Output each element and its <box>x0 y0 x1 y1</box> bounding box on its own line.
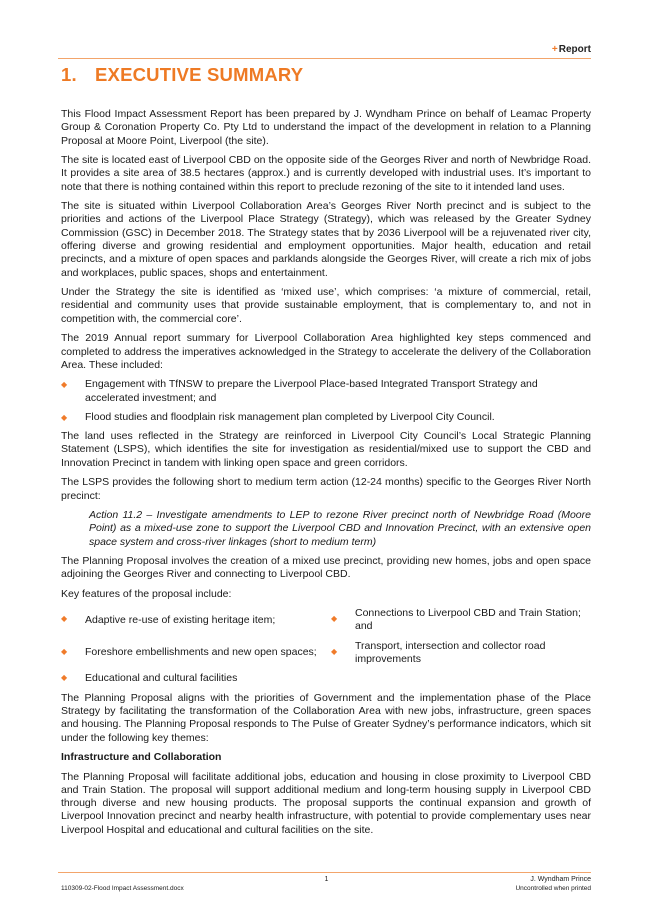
bullet-icon: ◆ <box>61 673 68 683</box>
bullet-icon: ◆ <box>331 647 338 657</box>
document-body <box>61 108 591 843</box>
plus-mark: + <box>551 44 558 55</box>
feature-item <box>61 607 331 634</box>
paragraph: The site is located east of Liverpool CBD on the opposite side of the Georges River and north of Newbridge Road. It provides a site area of 38.5 hectares (approx.) and is currently developed with industrial uses. It’s important to note that there is nothing contained within this report to preclude rezoning of the site to it intended land uses. <box>61 154 591 193</box>
section-title <box>61 64 303 86</box>
action-quote: Action 11.2 – Investigate amendments to LEP to rezone River precinct north of Newbridge Road (Moore Point) as a mixed-use zone to support the Liverpool CBD and Innovation Precinct, with an extensive open space system and cross-river linkages (short to medium term) <box>89 509 591 548</box>
bullet-icon: ◆ <box>61 412 68 422</box>
feature-item <box>331 607 591 634</box>
steps-list <box>61 378 591 424</box>
feature-text: Foreshore embellishments and new open spaces; <box>85 646 317 659</box>
paragraph: This Flood Impact Assessment Report has been prepared by J. Wyndham Prince on behalf of Leamac Property Group & Coronation Property Co. Pty Ltd to understand the impact of the development in relation to a Planning Proposal at Moore Point, Liverpool (the site). <box>61 108 591 147</box>
list-item <box>61 411 591 424</box>
bullet-icon: ◆ <box>61 614 68 624</box>
subheading: Infrastructure and Collaboration <box>61 751 222 764</box>
bullet-icon: ◆ <box>61 380 68 390</box>
feature-text: Transport, intersection and collector road improvements <box>355 639 546 666</box>
page-number: 1 <box>324 876 329 883</box>
report-label: Report <box>558 44 591 55</box>
footer-company: J. Wyndham Prince <box>530 876 591 883</box>
list-item-text: Flood studies and floodplain risk management plan completed by Liverpool City Council. <box>85 410 495 423</box>
feature-item <box>331 640 591 667</box>
header-rule <box>58 58 591 59</box>
footer-uncontrolled: Uncontrolled when printed <box>515 885 591 892</box>
paragraph: Key features of the proposal include: <box>61 587 232 600</box>
feature-text: Adaptive re-use of existing heritage item; <box>85 613 276 626</box>
paragraph: Under the Strategy the site is identified as ‘mixed use’, which comprises: ‘a mixture of commercial, retail, residential and community uses that provide sustainable employment, that is complementary to, and not in competition with, the commercial core’. <box>61 286 591 325</box>
paragraph: The site is situated within Liverpool Collaboration Area’s Georges River North precinct and is subject to the priorities and actions of the Liverpool Place Strategy (Strategy), which was released by the Greater Sydney Commission (GSC) in December 2018. The Strategy states that by 2036 Liverpool will be a rejuvenated river city, offering diverse and growing residential and employment opportunities. Major health, education and retail precincts, and a mixture of open spaces and parklands alongside the Georges River, will create a rich mix of jobs and workplaces, public spaces, shops and entertainment. <box>61 200 591 279</box>
bullet-icon: ◆ <box>331 614 338 624</box>
feature-text: Connections to Liverpool CBD and Train Station; and <box>355 607 581 633</box>
paragraph: The 2019 Annual report summary for Liverpool Collaboration Area highlighted key steps commenced and completed to address the imperatives acknowledged in the Strategy to accelerate the delivery of the Collaboration Area. These included: <box>61 332 591 371</box>
footer-rule <box>58 872 591 873</box>
list-item <box>61 378 591 405</box>
feature-text: Educational and cultural facilities <box>85 672 238 685</box>
section-title-text: EXECUTIVE SUMMARY <box>95 64 304 85</box>
feature-item <box>61 672 331 685</box>
paragraph: The Planning Proposal will facilitate additional jobs, education and housing in close proximity to Liverpool CBD and Train Station. The proposal will support additional medium and long-term housing supply in Liverpool CBD through diverse and new housing products. The proposal supports the continual expansion and growth of Liverpool Innovation precinct and nearby health infrastructure, with potential to provide complementary uses near Liverpool Hospital and educational and cultural facilities on the site. <box>61 770 591 836</box>
feature-item <box>61 640 331 667</box>
report-header <box>552 44 591 55</box>
paragraph: The Planning Proposal involves the creation of a mixed use precinct, providing new homes, jobs and open space adjoining the Georges River and connecting to Liverpool CBD. <box>61 554 591 581</box>
paragraph: The land uses reflected in the Strategy are reinforced in Liverpool City Council’s Local Strategic Planning Statement (LSPS), which identifies the site for investigation as residential/mixed use to support the CBD and Innovation Precinct in tandem with linking open space and green corridors. <box>61 430 591 469</box>
footer-filename: 110309-02-Flood Impact Assessment.docx <box>61 885 184 892</box>
list-item-text: Engagement with TfNSW to prepare the Liverpool Place-based Integrated Transport Strategy and accelerated investment; and <box>85 378 538 404</box>
features-list <box>61 607 591 685</box>
bullet-icon: ◆ <box>61 647 68 657</box>
section-number: 1. <box>61 64 77 85</box>
paragraph: The Planning Proposal aligns with the priorities of Government and the implementation phase of the Place Strategy by facilitating the transformation of the Collaboration Area with new jobs, infrastructure, green spaces and housing. The Planning Proposal responds to The Pulse of Greater Sydney’s performance indicators, which sit under the following key themes: <box>61 691 591 744</box>
paragraph: The LSPS provides the following short to medium term action (12-24 months) specific to the Georges River North precinct: <box>61 476 591 502</box>
